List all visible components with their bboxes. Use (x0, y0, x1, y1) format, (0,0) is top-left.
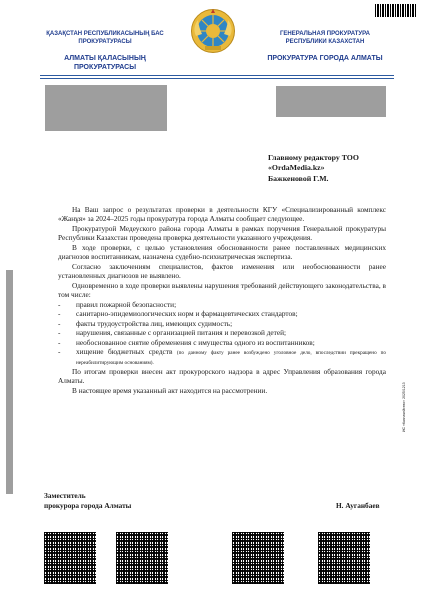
side-registration-code: ИС «Казначейство» 2025/1213 (402, 382, 406, 432)
redacted-block-right (276, 86, 386, 117)
list-item-note: (по данному факту ранее возбуждено уголовное дело, впоследствии прекращено по нереабилитирующим основаниям). (76, 350, 386, 367)
redacted-block-left (45, 85, 167, 131)
redacted-side-strip (6, 270, 13, 494)
addressee-block (268, 153, 359, 184)
paragraph: Прокуратурой Медеуского района города Алматы в рамках поручения Генеральной прокуратуры Республики Казахстан проведена проверка деятельности указанного учреждения. (58, 223, 386, 243)
header-right-org: ГЕНЕРАЛЬНАЯ ПРОКУРАТУРА РЕСПУБЛИКИ КАЗАХСТАН (280, 31, 370, 45)
paragraph: Одновременно в ходе проверки выявлены нарушения требований действующего законодательства, в том числе: (58, 280, 386, 300)
list-item: - санитарно-эпидемиологических норм и фармацевтических стандартов; (58, 309, 386, 318)
header-right-unit: ПРОКУРАТУРА ГОРОДА АЛМАТЫ (267, 55, 383, 62)
header-divider-line-thin (40, 78, 394, 79)
qr-code-icon (232, 532, 284, 584)
paragraph: В настоящее время указанный акт находится на рассмотрении. (72, 385, 268, 395)
list-item: - правил пожарной безопасности; (58, 300, 386, 309)
addressee-line: Главному редактору ТОО (268, 153, 359, 162)
addressee-line: «OrdaMedia.kz» (268, 163, 325, 173)
qr-code-icon (44, 532, 96, 584)
signature-title-line: Заместитель (44, 491, 86, 500)
barcode-icon (375, 4, 417, 17)
header-left-org: ҚАЗАҚСТАН РЕСПУБЛИКАСЫНЫҢ БАС ПРОКУРАТУРАСЫ (46, 31, 164, 45)
list-item: - нарушения, связанные с организацией питания и перевозкой детей; (58, 328, 386, 337)
qr-code-icon (116, 532, 168, 584)
addressee-line: Бажкеновой Г.М. (268, 173, 329, 183)
list-item-main: хищение бюджетных средств (76, 347, 173, 357)
list-item: - факты трудоустройства лиц, имеющих судимость; (58, 319, 386, 328)
paragraph: По итогам проверки внесен акт прокурорского надзора в адрес Управления образования города Алматы. (58, 366, 386, 386)
paragraph: В ходе проверки, с целью установления обоснованности ранее поставленных медицинских диагнозов воспитанникам, назначена судебно-психиатрическая экспертиза. (58, 242, 386, 262)
list-item: - необоснованное снятие обременения с имущества одного из воспитанников; (58, 338, 386, 347)
paragraph: Согласно заключениям специалистов, фактов изменения или необоснованности ранее установленных диагнозов не выявлено. (58, 261, 386, 281)
list-item (58, 347, 386, 367)
header-divider-line (40, 75, 394, 76)
signature-title (44, 491, 131, 511)
signature-name: Н. Ауганбаев (336, 501, 380, 510)
kazakhstan-state-emblem-icon (190, 8, 236, 54)
signature-title-line: прокурора города Алматы (44, 500, 132, 510)
violations-list (58, 300, 386, 367)
letter-body (58, 205, 386, 395)
header-left-unit: АЛМАТЫ ҚАЛАСЫНЫҢ ПРОКУРАТУРАСЫ (64, 55, 146, 71)
qr-code-icon (318, 532, 370, 584)
paragraph: На Ваш запрос о результатах проверки в деятельности КГУ «Специализированный комплекс «Жанұя» за 2024–2025 годы прокуратура города Алматы сообщает следующее. (58, 205, 386, 224)
